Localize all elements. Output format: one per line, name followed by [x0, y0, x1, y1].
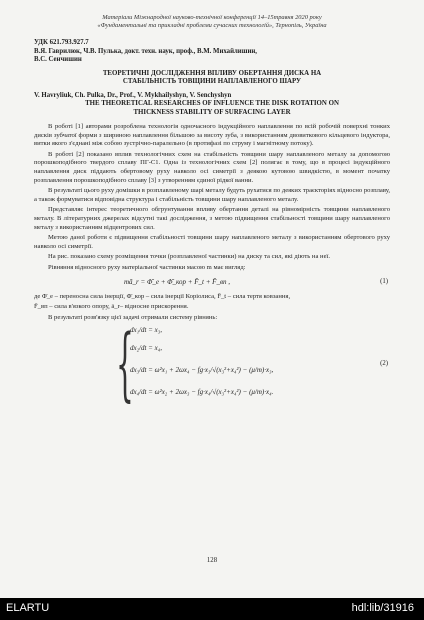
- page-content: [34, 14, 390, 411]
- paragraph: Рівняння відносного руху матеріальної частинки масою m має вигляд:: [48, 263, 246, 271]
- equation-number: (1): [380, 277, 388, 285]
- authors-en: V. Havryliuk, Ch. Pulka, Dr., Prof., V. Mykhailyshyn, V. Senchyshyn: [34, 91, 232, 99]
- handle-link[interactable]: hdl:lib/31916: [351, 602, 414, 614]
- system-row: dx₃/dt = ω²x₁ + 2ωx₄ − fg·x₃/√(x₃²+x₄²) − (μ/m)·x₃,: [130, 366, 274, 375]
- title-line: ТЕОРЕТИЧНІ ДОСЛІДЖЕННЯ ВПЛИВУ ОБЕРТАННЯ ДИСКА НА: [102, 69, 322, 77]
- page-number: 128: [206, 557, 218, 564]
- title-line: THE THEORETICAL RESEARCHES OF INFLUENCE THE DISK ROTATION ON: [85, 100, 339, 107]
- article-body: [34, 123, 390, 411]
- conference-header: [34, 14, 390, 30]
- system-row: dx₁/dt = x₃,: [130, 326, 162, 335]
- header-line: «Фундаментальні та прикладні проблеми сучасних технологій», Тернопіль, Україна: [97, 22, 327, 29]
- paragraph: В результаті розв'язку цієї задачі отримали систему рівнянь:: [48, 313, 218, 321]
- system-row: dx₄/dt = ω²x₂ + 2ωx₃ − fg·x₄/√(x₃²+x₄²) − (μ/m)·x₄.: [130, 388, 274, 397]
- system-row: dx₂/dt = x₄,: [130, 344, 162, 353]
- paragraph: В результаті цього руху домішки в розплавленому шарі металу будуть рухатися по деяких траєкторіях відносно розплаву, а також формуватися відповідна структура і стабільність товщини шару наплавленого металу.: [34, 187, 390, 203]
- title-line: THICKNESS STABILITY OF SURFACING LAYER: [133, 108, 291, 116]
- brace-symbol: {: [116, 317, 134, 411]
- paragraph: В роботі [1] авторами розроблена технологія одночасного індукційного наплавлення по всій робочій поверхні тонких дисків зубчатої форми з шириною наплавлення більшою за висоту зуба, з використанням двовиткового кільцевого індуктора, витки якого з'єднані між собою зустрічно-паралельно (в протифазі по струму і магнітному потоку).: [34, 123, 390, 148]
- authors-ua: [34, 48, 390, 65]
- equation-formula: mā_r = Φ̄_e + Φ̄_кор + F̄_t + F̄_вп ,: [124, 277, 230, 286]
- title-en: [34, 100, 390, 117]
- paragraph: В роботі [2] показано вплив технологічних схем на стабільність товщини шару наплавленого металу за допомогою порошкоподібного твердого сплаву ПГ-С1. Одна із технологічних схем [2] полягає в тому, що в процесі індукційного наплавлення диск піддають обертовому руху навколо осі симетрії з деякою кутовою швидкістю, в момент початку розплавлення порошкоподібного сплаву [3] з утворенням єдиної рідкої ванни.: [34, 150, 390, 184]
- authors-line: В.Я. Гаврилюк, Ч.В. Пулька, докт. техн. наук, проф., В.М. Михайлишин,: [34, 47, 257, 55]
- udc-code: УДК 621.793.927.7: [34, 39, 89, 46]
- paragraph: де Φ̄_e – переносна сила інерції, Φ̄_кор – сила інерції Коріолиса, F̄_t – сила тертя ковзання,: [34, 292, 291, 300]
- paragraph: F̄_вп – сила в'язкого опору, ā_r– відносне прискорення.: [34, 303, 189, 311]
- paragraph: Представляє інтерес теоретичного обгрунтування впливу обертання деталі на рівномірність товщини наплавленого металу. В літературних джерелах відсутні такі дослідження, з метою підвищення стабільності товщини шару наплавленого металу з використанням відцентрових сил.: [34, 206, 390, 231]
- title-line: СТАБІЛЬНІСТЬ ТОВЩИНИ НАПЛАВЛЕНОГО ШАРУ: [122, 78, 302, 85]
- repository-name: ELARTU: [6, 602, 50, 614]
- paragraph: Метою даної роботи є підвищення стабільності товщини шару наплавленого металу з використанням обертового руху навколо осі симетрії.: [34, 234, 390, 250]
- title-ua: [34, 70, 390, 87]
- equation-1: [34, 275, 390, 291]
- paragraph: На рис. показано схему розміщення точки (розплавленої частинки) на диску та сил, які діють на неї.: [48, 253, 330, 261]
- repository-footer: [0, 598, 424, 620]
- equation-number: (2): [380, 360, 388, 368]
- authors-line: В.С. Сенчишин: [34, 56, 82, 63]
- header-line: Матеріали Міжнародної науково-технічної конференції 14–15травня 2020 року: [102, 14, 322, 21]
